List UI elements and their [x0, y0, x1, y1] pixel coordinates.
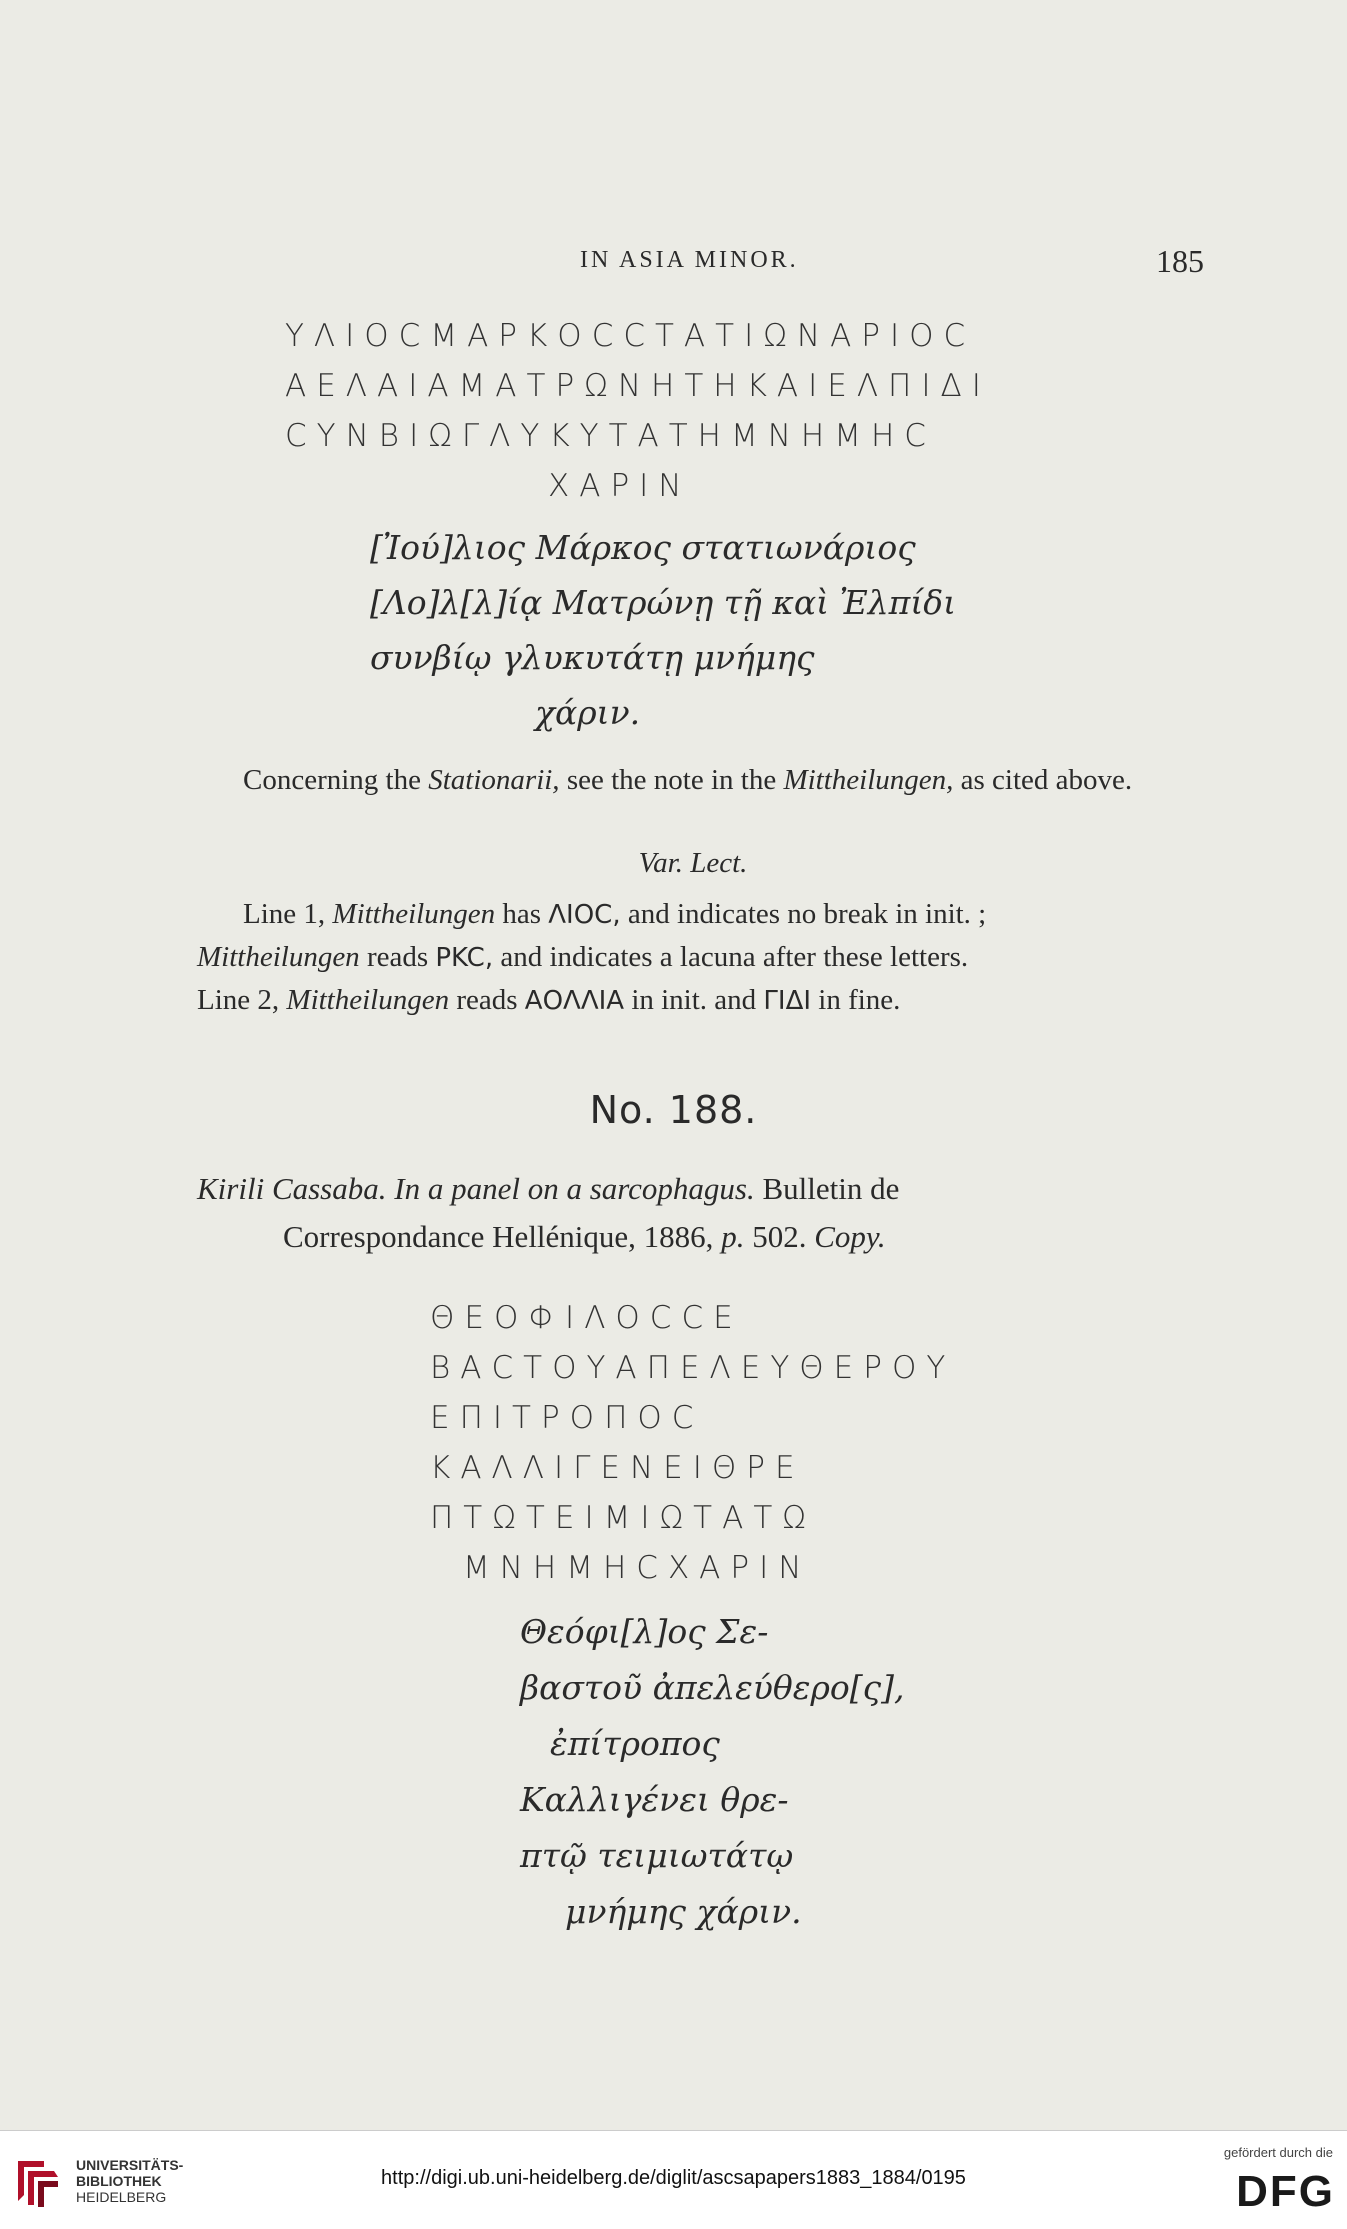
transcription1-line-1: [Ἰού]λιος Μάρκος στατιωνάριος [370, 528, 916, 567]
inscription1-line-2: ΑΕΛΑΙΑΜΑΤΡΩΝΗΤΗΚΑΙΕΛΠΙΔΙ [285, 368, 991, 404]
inscription2-line-6: ΜΝΗΜΗCΧΑΡΙΝ [463, 1550, 812, 1586]
transcription2-line-6: μνήμης χάριν. [565, 1892, 802, 1931]
inscription2-line-1: ΘΕΟΦΙΛΟCCΕ [430, 1300, 743, 1336]
transcription2-line-2: βαστοῦ ἀπελεύθερο[ς], [520, 1668, 905, 1707]
entry-location: Kirili Cassaba. In a panel on a sarcophagus. Bulletin de Correspondance Hellénique, 1886, p. 502. Copy. [197, 1171, 900, 1254]
inscription2-line-3: ΕΠΙΤΡΟΠΟC [430, 1400, 704, 1436]
inscription1-line-4: ΧΑΡΙΝ [548, 468, 692, 504]
transcription1-line-4: χάριν. [535, 693, 641, 732]
inscription1-line-3: CΥΝΒΙΩΓΛΥΚΥΤΑΤΗΜΝΗΜΗC [285, 418, 936, 454]
permalink-url[interactable]: http://digi.ub.uni-heidelberg.de/diglit/ascsapapers1883_1884/0195 [381, 2167, 966, 2189]
page-number: 185 [1156, 243, 1204, 279]
inscription1-line-1: ΥΛΙΟCΜΑΡΚΟCCΤΑΤΙΩΝΑΡΙΟC [285, 318, 976, 354]
transcription1-line-2: [Λο]λ[λ]ίᾳ Ματρώνῃ τῇ καὶ Ἐλπίδι [370, 583, 957, 622]
transcription2-line-5: πτῷ τειμιωτάτῳ [520, 1836, 794, 1875]
library-name: UNIVERSITÄTS- BIBLIOTHEK HEIDELBERG [76, 2157, 184, 2205]
running-title: IN ASIA MINOR. [580, 247, 799, 273]
page-header [0, 243, 1347, 283]
inscription2-line-5: ΠΤΩΤΕΙΜΙΩΤΑΤΩ [430, 1500, 816, 1536]
transcription2-line-4: Καλλιγένει θρε- [520, 1780, 789, 1819]
transcription2-line-3: ἐπίτροπος [550, 1724, 720, 1763]
entry-heading: No. 188. [589, 1088, 758, 1132]
inscription2-line-4: ΚΑΛΛΙΓΕΝΕΙΘΡΕ [430, 1450, 805, 1486]
note-paragraph: Concerning the Stationarii, see the note in the Mittheilungen, as cited above. [243, 764, 1133, 796]
funding-label: gefördert durch die [1223, 2145, 1333, 2160]
variant-readings: Line 1, Mittheilungen has ΛΙΟC, and indicates no break in init. ; Mittheilungen reads PKC, and indicates a lacuna after these letters. Line 2, Mittheilungen reads ΑΟΛΛΙΑ in init. and ΓΙΔΙ in fine. [197, 898, 987, 1016]
dfg-logo: DFG [1236, 2167, 1335, 2216]
var-lect-heading: Var. Lect. [638, 847, 748, 879]
transcription2-line-1: Θεόφι[λ]ος Σε- [520, 1612, 769, 1651]
viewer-footer [0, 2130, 1347, 2229]
inscription2-line-2: ΒΑCΤΟΥΑΠΕΛΕΥΘΕΡΟΥ [430, 1350, 956, 1386]
transcription1-line-3: συνβίῳ γλυκυτάτῃ μνήμης [370, 638, 815, 677]
